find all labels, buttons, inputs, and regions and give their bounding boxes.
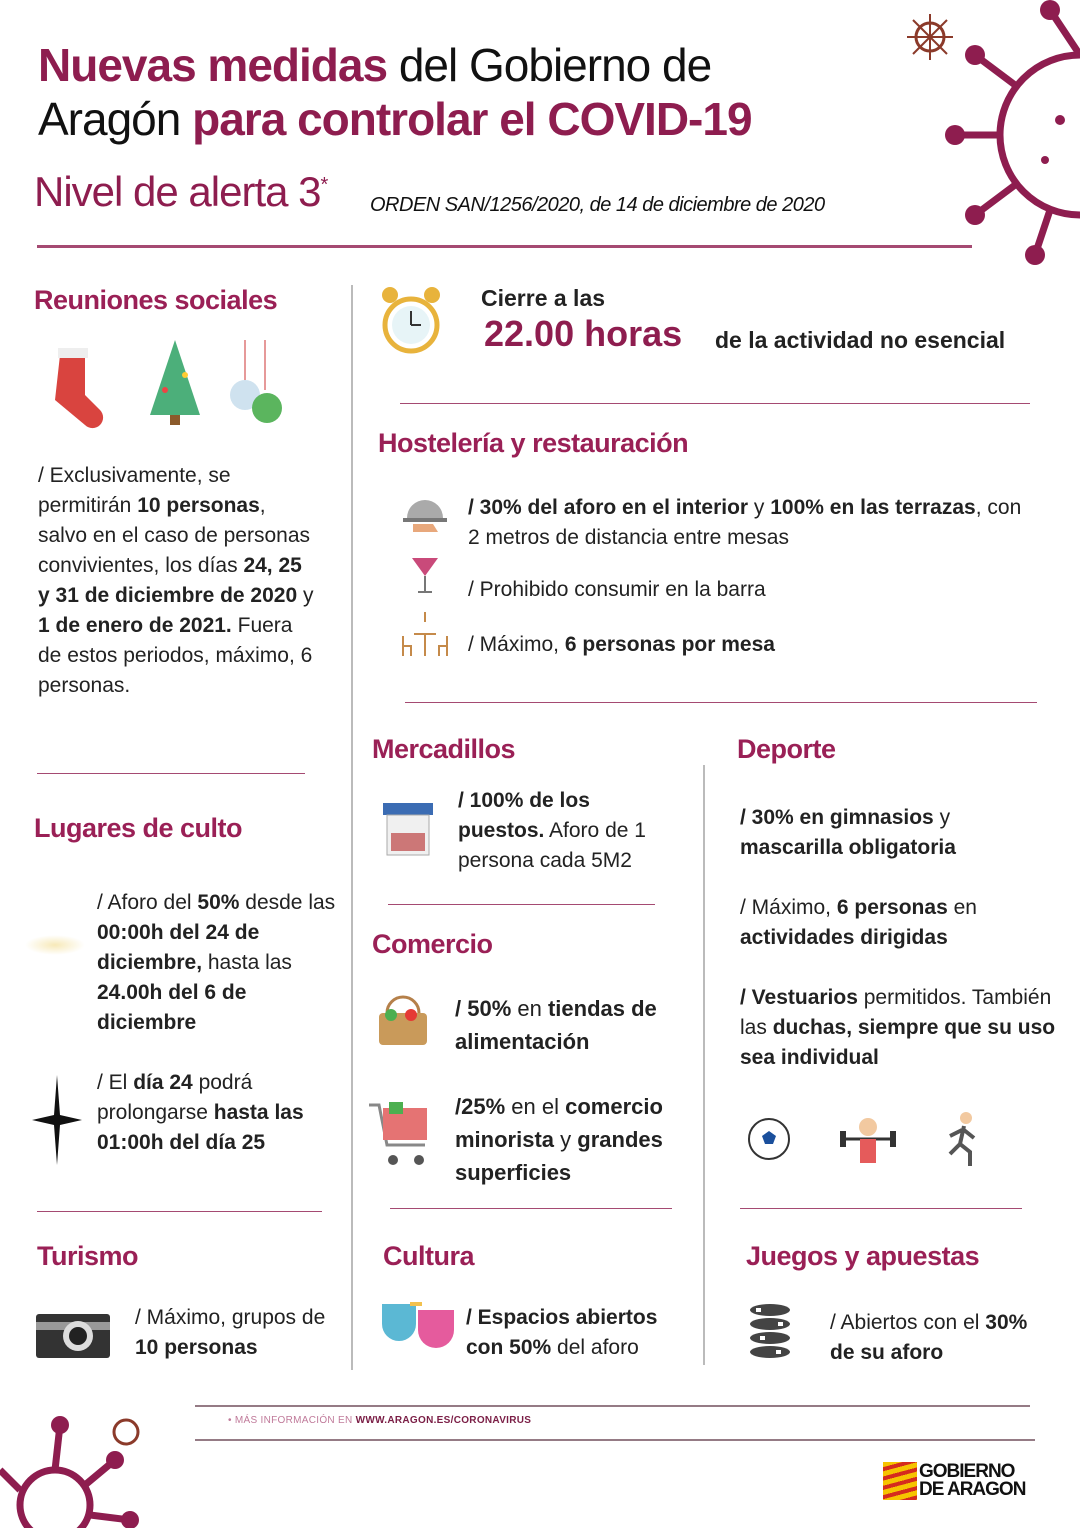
text-run: del Gobierno de: [387, 39, 712, 91]
text-run: hasta las: [202, 951, 292, 974]
christmas-decor-icons: [40, 340, 290, 430]
text-run: 24, 25 y 31 de diciembre de 2020: [38, 554, 302, 607]
mercadillos-title: Mercadillos: [372, 734, 516, 764]
footer-divider-bottom: [195, 1439, 1035, 1441]
hosteleria-item: [468, 493, 1038, 553]
cloche-icon: [403, 490, 448, 535]
virus-icon-bottom: [0, 1410, 150, 1528]
text-run: hasta las 01:00h del día 25: [97, 1101, 304, 1154]
reuniones-text: [38, 461, 318, 701]
header-divider: [37, 245, 972, 248]
culto-text-1: [97, 888, 347, 1038]
cierre-rest: de la actividad no esencial: [715, 327, 1006, 353]
text-run: / 100% de los puestos.: [458, 789, 590, 842]
juegos-title: Juegos y apuestas: [746, 1241, 980, 1271]
text-run: / 30% en gimnasios: [740, 806, 934, 829]
star-icon: [32, 1075, 82, 1165]
text-run: para controlar el COVID-19: [192, 93, 752, 145]
cierre-time: 22.00 horas: [484, 313, 683, 354]
divider: [400, 403, 1030, 404]
text-run: / Máximo,: [468, 633, 565, 656]
alarm-clock-icon: [380, 283, 442, 359]
text-run: tiendas de alimentación: [455, 996, 657, 1054]
text-run: / 30% del aforo en el interior: [468, 496, 749, 519]
sparkle-icon: [25, 935, 85, 955]
text-run: 6 personas por mesa: [564, 633, 775, 656]
christmas-tree-icon: [150, 340, 200, 425]
juegos-text: [830, 1308, 1040, 1368]
divider: [405, 702, 1037, 703]
divider: [390, 1208, 672, 1209]
turismo-text: [135, 1303, 335, 1363]
deporte-title: Deporte: [737, 734, 836, 764]
text-run: / Prohibido consumir en la barra: [468, 578, 766, 601]
divider: [740, 1208, 1022, 1209]
gobierno-aragon-logo: [883, 1462, 1025, 1500]
turismo-title: Turismo: [37, 1241, 139, 1271]
text-run: / Abiertos con el: [830, 1311, 986, 1334]
text-run: 100% en las terrazas: [770, 496, 976, 519]
text-run: Nuevas medidas: [38, 39, 388, 91]
text-run: podrá prolongarse: [97, 1071, 253, 1124]
culto-text-2: [97, 1068, 337, 1158]
deporte-item: [740, 803, 1040, 863]
virus-icon: [940, 0, 1080, 265]
divider: [37, 773, 305, 774]
more-info: • MÁS INFORMACIÓN EN WWW.ARAGON.ES/CORONAVIRUS: [228, 1415, 532, 1426]
text-run: / Máximo,: [740, 896, 837, 919]
cultura-text: [466, 1303, 691, 1363]
column-divider-1: [351, 285, 353, 1370]
text-run: / Vestuarios: [740, 986, 858, 1009]
hosteleria-item: [468, 575, 766, 605]
comercio-item: [455, 1090, 700, 1189]
text-run: 24.00h del 6 de diciembre: [97, 981, 247, 1034]
title-line-2: [38, 92, 752, 146]
cultura-title: Cultura: [383, 1241, 474, 1271]
comercio-item: [455, 992, 695, 1058]
cierre-label: Cierre a las: [481, 285, 606, 311]
text-run: /25%: [455, 1094, 506, 1119]
logo-line-2: DE ARAGON: [919, 1479, 1026, 1500]
text-run: en: [511, 996, 548, 1021]
stocking-icon: [55, 348, 103, 428]
alert-level-text: Nivel de alerta 3: [34, 168, 321, 215]
mercadillos-text: [458, 786, 678, 876]
text-run: 6 personas: [836, 896, 948, 919]
text-run: en: [947, 896, 977, 919]
text-run: 30% de su aforo: [830, 1311, 1028, 1364]
divider: [37, 1211, 322, 1212]
deporte-item: [740, 983, 1060, 1073]
text-run: Fuera de estos periodos, máximo, 6 personas.: [38, 614, 313, 697]
camera-icon: [36, 1308, 110, 1358]
text-run: 50%: [197, 891, 240, 914]
hosteleria-title: Hostelería y restauración: [378, 428, 689, 458]
text-run: del aforo: [551, 1336, 639, 1359]
text-run: y: [554, 1127, 578, 1152]
cart-icon: [367, 1100, 432, 1168]
text-run: y: [933, 806, 951, 829]
text-run: / Máximo, grupos de: [135, 1306, 326, 1329]
basket-icon: [377, 993, 429, 1048]
text-run: 10 personas: [135, 1336, 258, 1359]
alert-asterisk: *: [320, 174, 328, 196]
title-line-1: [38, 38, 711, 92]
order-reference: ORDEN SAN/1256/2020, de 14 de diciembre de 2020: [370, 194, 825, 216]
poker-chips-icon: [748, 1302, 792, 1360]
logo-line-1: GOBIERNO: [919, 1461, 1015, 1482]
soccer-ball-icon: [747, 1117, 791, 1161]
culto-title: Lugares de culto: [34, 813, 243, 843]
text-run: actividades dirigidas: [740, 926, 948, 949]
text-run: mascarilla obligatoria: [740, 836, 956, 859]
divider: [388, 904, 655, 905]
column-divider-2: [703, 765, 705, 1365]
aragon-flag-icon: [883, 1462, 917, 1500]
deporte-item: [740, 893, 1040, 953]
text-run: día 24: [133, 1071, 193, 1094]
text-run: comercio minorista: [455, 1094, 663, 1152]
virus-icon-small: [905, 12, 955, 62]
reuniones-title: Reuniones sociales: [34, 285, 278, 315]
text-run: Aforo de 1 persona cada 5M2: [458, 819, 646, 872]
alert-level: [34, 168, 327, 216]
hosteleria-item: [468, 630, 775, 660]
text-run: grandes superficies: [455, 1127, 663, 1185]
runner-icon: [940, 1110, 980, 1170]
text-run: en el: [505, 1094, 566, 1119]
footer-divider-top: [195, 1405, 1030, 1407]
theater-masks-icon: [380, 1300, 458, 1352]
text-run: , con 2 metros de distancia entre mesas: [468, 496, 1022, 549]
market-stall-icon: [383, 803, 433, 858]
text-run: / Exclusivamente, se permitirán: [38, 464, 231, 517]
table-chairs-icon: [400, 612, 450, 657]
ornament-icon: [230, 340, 282, 423]
text-run: / El: [97, 1071, 134, 1094]
weightlifter-icon: [838, 1113, 898, 1165]
text-run: Aragón: [38, 93, 193, 145]
more-info-link[interactable]: WWW.ARAGON.ES/CORONAVIRUS: [355, 1415, 532, 1426]
text-run: y: [297, 584, 314, 607]
text-run: desde las: [239, 891, 336, 914]
text-run: y: [748, 496, 771, 519]
text-run: / Aforo del: [97, 891, 198, 914]
more-info-prefix: MÁS INFORMACIÓN EN: [234, 1415, 356, 1426]
text-run: , salvo en el caso de personas convivientes, los días: [38, 494, 311, 577]
comercio-title: Comercio: [372, 929, 493, 959]
text-run: / Espacios abiertos con 50%: [466, 1306, 658, 1359]
text-run: duchas, siempre que su uso sea individual: [740, 1016, 1056, 1069]
text-run: 00:00h del 24 de diciembre,: [97, 921, 260, 974]
cocktail-icon: [410, 550, 440, 595]
text-run: 1 de enero de 2021.: [38, 614, 232, 637]
text-run: 10 personas: [137, 494, 260, 517]
text-run: permitidos. También las: [740, 986, 1052, 1039]
text-run: / 50%: [455, 996, 512, 1021]
